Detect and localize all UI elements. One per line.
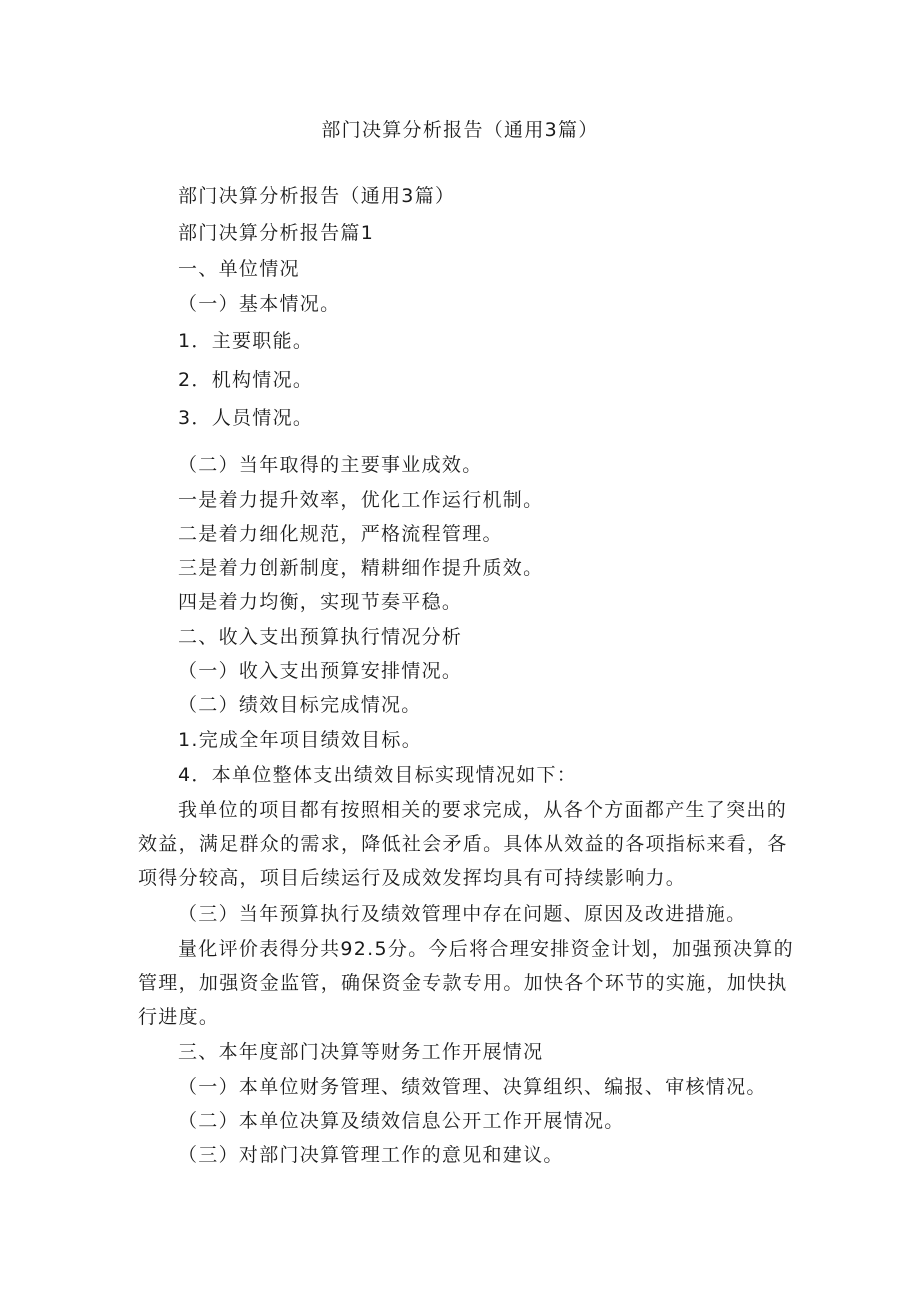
paragraph-efficiency: 一是着力提升效率，优化工作运行机制。 — [178, 489, 544, 511]
list-item-main-functions: 1．主要职能。 — [178, 330, 314, 352]
paragraph-line: 项得分较高，项目后续运行及成效发挥均具有可持续影响力。 — [138, 867, 687, 889]
heading-financial-work: 三、本年度部门决算等财务工作开展情况 — [178, 1041, 544, 1063]
paragraph-standardization: 二是着力细化规范，严格流程管理。 — [178, 523, 503, 545]
document-title: 部门决算分析报告（通用3篇） — [321, 119, 599, 141]
subheading-financial-management: （一）本单位财务管理、绩效管理、决算组织、编报、审核情况。 — [178, 1076, 767, 1098]
heading-budget-execution: 二、收入支出预算执行情况分析 — [178, 626, 463, 648]
paragraph-innovation: 三是着力创新制度，精耕细作提升质效。 — [178, 557, 544, 579]
subtitle-line: 部门决算分析报告（通用3篇） — [178, 185, 456, 207]
list-item-personnel: 3．人员情况。 — [178, 407, 314, 429]
paragraph-line: 量化评价表得分共92.5分。今后将合理安排资金计划，加强预决算的 — [178, 938, 794, 960]
paragraph-line: 我单位的项目都有按照相关的要求完成，从各个方面都产生了突出的 — [178, 799, 788, 821]
list-item-project-goals: 1.完成全年项目绩效目标。 — [178, 729, 423, 751]
paragraph-line: 效益，满足群众的需求，降低社会矛盾。具体从效益的各项指标来看，各 — [138, 833, 788, 855]
list-item-organization: 2．机构情况。 — [178, 369, 314, 391]
subheading-performance-goals: （二）绩效目标完成情况。 — [178, 694, 422, 716]
paragraph-balance: 四是着力均衡，实现节奏平稳。 — [178, 591, 463, 613]
subheading-budget-arrangement: （一）收入支出预算安排情况。 — [178, 660, 463, 682]
subheading-basic-situation: （一）基本情况。 — [178, 293, 341, 315]
subheading-information-disclosure: （二）本单位决算及绩效信息公开工作开展情况。 — [178, 1110, 625, 1132]
subheading-problems: （三）当年预算执行及绩效管理中存在问题、原因及改进措施。 — [178, 903, 747, 925]
paragraph-line: 行进度。 — [138, 1006, 220, 1028]
subheading-achievements: （二）当年取得的主要事业成效。 — [178, 454, 483, 476]
paragraph-line: 管理，加强资金监管，确保资金专款专用。加快各个环节的实施，加快执 — [138, 972, 788, 994]
list-item-overall-goals: 4．本单位整体支出绩效目标实现情况如下： — [178, 764, 578, 786]
subheading-suggestions: （三）对部门决算管理工作的意见和建议。 — [178, 1144, 564, 1166]
heading-unit-situation: 一、单位情况 — [178, 258, 300, 280]
section-heading-part1: 部门决算分析报告篇1 — [178, 222, 375, 244]
